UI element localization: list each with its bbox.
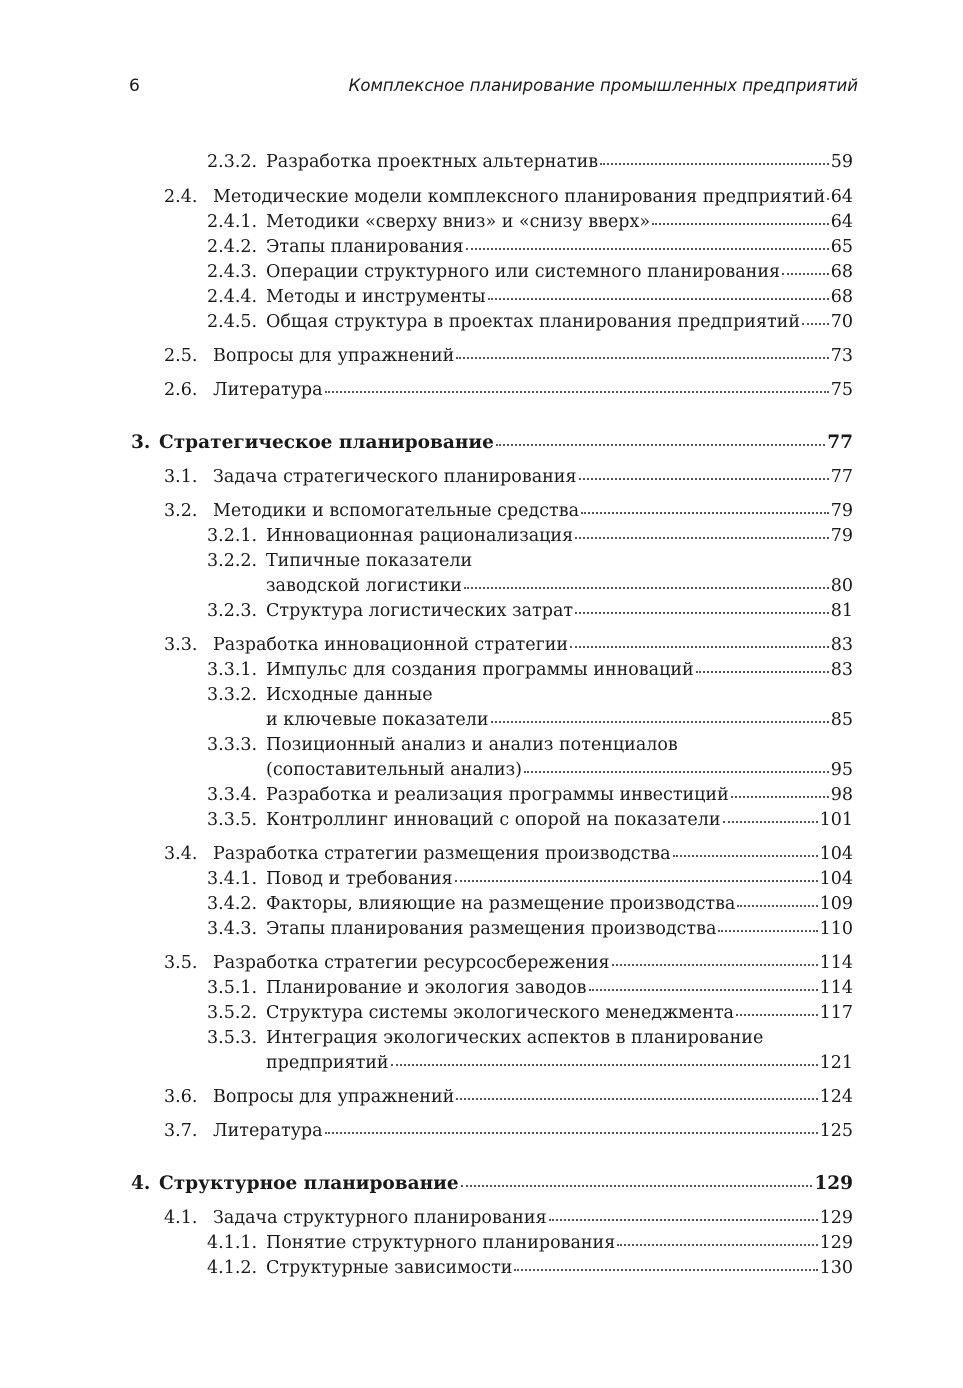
dot-leader (524, 757, 829, 773)
toc-entry-title: предприятий (266, 1053, 389, 1073)
toc-entry-number: 3.5.3. (207, 1028, 258, 1048)
toc-entry-number: 2.4.1. (207, 212, 258, 232)
toc-entry-number: 2.4.5. (207, 312, 258, 332)
dot-leader (464, 573, 829, 589)
toc-entry-number: 4.1. (164, 1208, 198, 1228)
toc-entry-number: 3.5. (164, 953, 198, 973)
toc-entry-number: 2.6. (164, 380, 198, 400)
dot-leader (612, 950, 818, 966)
toc-entry-page: 114 (819, 953, 853, 973)
toc-entry-number: 4.1.2. (207, 1258, 258, 1278)
toc-entry-page: 77 (830, 467, 853, 487)
toc-entry-title: Методики и вспомогательные средства (213, 501, 580, 521)
dot-leader (456, 343, 828, 359)
toc-entry-page: 68 (830, 262, 853, 282)
toc-entry-number: 3.2.2. (207, 551, 258, 571)
toc-entry-page: 80 (830, 576, 853, 596)
toc-entry-page: 114 (819, 978, 853, 998)
dot-leader (589, 975, 818, 991)
dot-leader (575, 598, 829, 614)
dot-leader (617, 1230, 817, 1246)
toc-entry-page: 83 (830, 660, 853, 680)
dot-leader (455, 866, 818, 882)
toc-entry-title-line1: Позиционный анализ и анализ потенциалов (266, 735, 678, 755)
toc-entry-number: 3.2.3. (207, 601, 258, 621)
toc-entry[interactable] (0, 891, 963, 917)
toc-entry-number: 2.4. (164, 187, 198, 207)
toc-entry-page: 65 (830, 237, 853, 257)
toc-entry-page: 59 (830, 152, 853, 172)
toc-entry-number: 3.4.2. (207, 894, 258, 914)
toc-entry[interactable] (0, 149, 963, 175)
running-head: Комплексное планирование промышленных предприятий (348, 76, 858, 95)
toc-entry-page: 125 (819, 1121, 853, 1141)
dot-leader (718, 916, 817, 932)
toc-entry-title: Импульс для создания программы инноваций (266, 660, 694, 680)
dot-leader (461, 1171, 813, 1187)
toc-entry-number: 3.5.2. (207, 1003, 258, 1023)
toc-entry-number: 3.7. (164, 1121, 198, 1141)
toc-entry[interactable] (0, 975, 963, 1001)
toc-entry-title: Этапы планирования (266, 237, 464, 257)
dot-leader (673, 841, 818, 857)
toc-entry-number: 3.4.3. (207, 919, 258, 939)
dot-leader (802, 309, 829, 325)
toc-entry-page: 83 (830, 635, 853, 655)
toc-entry-number: 3.4. (164, 844, 198, 864)
toc-entry-title: Факторы, влияющие на размещение производства (266, 894, 736, 914)
toc-entry[interactable] (0, 866, 963, 892)
dot-leader (466, 234, 829, 250)
toc-chapter[interactable] (0, 1171, 963, 1197)
dot-leader (575, 523, 829, 539)
toc-entry-title: Общая структура в проектах планирования предприятий (266, 312, 801, 332)
dot-leader (736, 1000, 818, 1016)
toc-entry-page: 79 (830, 526, 853, 546)
toc-entry-page: 75 (830, 380, 853, 400)
toc-entry-title: Операции структурного или системного планирования (266, 262, 781, 282)
toc-entry-title: Разработка проектных альтернатив (266, 152, 599, 172)
toc-entry-page: 104 (819, 844, 853, 864)
toc-entry[interactable] (0, 916, 963, 942)
toc-entry-title: Разработка стратегии ресурсосбережения (213, 953, 610, 973)
dot-leader (491, 707, 829, 723)
dot-leader (570, 632, 829, 648)
toc-entry[interactable] (0, 309, 963, 335)
toc-entry-page: 85 (830, 710, 853, 730)
toc-entry[interactable] (0, 259, 963, 285)
toc-entry-page: 129 (814, 1173, 853, 1194)
toc-entry[interactable] (0, 343, 963, 369)
toc-entry-title: Вопросы для упражнений (213, 346, 455, 366)
toc-entry[interactable] (0, 209, 963, 235)
toc-entry-title-line1: Исходные данные (266, 685, 433, 705)
dot-leader (549, 1205, 818, 1221)
dot-leader (723, 807, 818, 823)
toc-entry-page: 117 (819, 1003, 853, 1023)
toc-entry-page: 104 (819, 869, 853, 889)
dot-leader (600, 149, 829, 165)
dot-leader (456, 1084, 817, 1100)
toc-entry-title: и ключевые показатели (266, 710, 489, 730)
toc-entry-title: Задача стратегического планирования (213, 467, 577, 487)
toc-entry-title: Задача структурного планирования (213, 1208, 547, 1228)
toc-entry-title: (сопоставительный анализ) (266, 760, 522, 780)
toc-entry[interactable] (0, 1255, 963, 1281)
toc-entry[interactable] (0, 377, 963, 403)
toc-entry[interactable] (0, 807, 963, 833)
toc-entry-number: 3.3.5. (207, 810, 258, 830)
toc-entry-title: Структура системы экологического менеджмента (266, 1003, 734, 1023)
toc-entry[interactable] (0, 1230, 963, 1256)
toc-entry-number: 3.2. (164, 501, 198, 521)
dot-leader (514, 1255, 817, 1271)
toc-entry[interactable] (0, 464, 963, 490)
toc-entry-title: Разработка инновационной стратегии (213, 635, 569, 655)
toc-entry-page: 98 (830, 785, 853, 805)
toc-entry-title: Понятие структурного планирования (266, 1233, 616, 1253)
toc-entry-page: 130 (819, 1258, 853, 1278)
toc-entry-title: Стратегическое планирование (159, 432, 494, 453)
toc-entry-page: 64 (830, 187, 853, 207)
toc-entry-page: 77 (827, 432, 853, 453)
toc-chapter[interactable] (0, 430, 963, 456)
toc-entry[interactable] (0, 1205, 963, 1231)
dot-leader (496, 430, 825, 446)
toc-entry-number: 3.5.1. (207, 978, 258, 998)
toc-entry[interactable] (0, 523, 963, 549)
toc-entry-page: 73 (830, 346, 853, 366)
toc-entry[interactable] (0, 284, 963, 310)
toc-entry-title: Инновационная рационализация (266, 526, 574, 546)
toc-entry-number: 3.6. (164, 1087, 198, 1107)
toc-entry-title: Литература (213, 380, 323, 400)
toc-entry-page: 110 (819, 919, 853, 939)
toc-entry-title: Разработка и реализация программы инвестиций (266, 785, 729, 805)
toc-entry-number: 3.3.4. (207, 785, 258, 805)
toc-entry-number: 2.4.3. (207, 262, 258, 282)
toc-entry-page: 109 (819, 894, 853, 914)
toc-entry-title: Структурные зависимости (266, 1258, 513, 1278)
dot-leader (827, 184, 828, 200)
toc-entry-number: 3.3.1. (207, 660, 258, 680)
dot-leader (488, 284, 829, 300)
toc-entry-page: 81 (830, 601, 853, 621)
toc-entry[interactable] (0, 234, 963, 260)
toc-entry-title: Вопросы для упражнений (213, 1087, 455, 1107)
toc-entry-number: 4.1.1. (207, 1233, 258, 1253)
toc-entry-title: Методики «сверху вниз» и «снизу вверх» (266, 212, 651, 232)
dot-leader (731, 782, 829, 798)
dot-leader (652, 209, 829, 225)
toc-entry[interactable] (0, 1000, 963, 1026)
toc-entry-title-line1: Типичные показатели (266, 551, 473, 571)
toc-entry[interactable] (0, 657, 963, 683)
toc-entry-title-line1: Интеграция экологических аспектов в планирование (266, 1028, 764, 1048)
toc-entry-title: заводской логистики (266, 576, 462, 596)
dot-leader (325, 1118, 818, 1134)
toc-entry-title: Разработка стратегии размещения производства (213, 844, 671, 864)
toc-entry[interactable] (0, 782, 963, 808)
toc-entry-number: 2.4.4. (207, 287, 258, 307)
toc-entry-number: 3.2.1. (207, 526, 258, 546)
toc-entry-title: Методические модели комплексного планирования предприятий (213, 187, 826, 207)
toc-entry[interactable] (0, 841, 963, 867)
toc-entry-page: 101 (819, 810, 853, 830)
toc-entry-number: 3.3.3. (207, 735, 258, 755)
toc-entry[interactable] (0, 598, 963, 624)
dot-leader (737, 891, 817, 907)
toc-entry[interactable] (0, 498, 963, 524)
dot-leader (391, 1050, 818, 1066)
toc-entry-title: Контроллинг инноваций с опорой на показатели (266, 810, 721, 830)
toc-entry-page: 124 (819, 1087, 853, 1107)
toc-entry-page: 129 (819, 1208, 853, 1228)
toc-entry-number: 3.3.2. (207, 685, 258, 705)
toc-entry-page: 129 (819, 1233, 853, 1253)
dot-leader (579, 464, 829, 480)
toc-entry-number: 4. (131, 1173, 151, 1194)
toc-entry-title: Литература (213, 1121, 323, 1141)
toc-entry-page: 121 (819, 1053, 853, 1073)
toc-entry-number: 3.3. (164, 635, 198, 655)
toc-entry[interactable] (0, 950, 963, 976)
toc-entry[interactable] (0, 1118, 963, 1144)
page-number: 6 (129, 76, 140, 96)
toc-entry-page: 68 (830, 287, 853, 307)
toc-entry-number: 2.4.2. (207, 237, 258, 257)
dot-leader (325, 377, 829, 393)
toc-entry[interactable] (0, 184, 963, 210)
toc-entry-title: Структурное планирование (159, 1173, 459, 1194)
toc-entry[interactable] (0, 632, 963, 658)
toc-entry-title: Повод и требования (266, 869, 453, 889)
toc-entry-title: Этапы планирования размещения производства (266, 919, 717, 939)
toc-entry-title: Методы и инструменты (266, 287, 486, 307)
toc-entry-page: 70 (830, 312, 853, 332)
toc-entry-title: Структура логистических затрат (266, 601, 574, 621)
toc-entry-page: 95 (830, 760, 853, 780)
toc-entry-number: 3. (131, 432, 151, 453)
dot-leader (581, 498, 829, 514)
toc-entry-number: 3.4.1. (207, 869, 258, 889)
toc-entry-number: 2.5. (164, 346, 198, 366)
toc-entry-title: Планирование и экология заводов (266, 978, 587, 998)
toc-entry-page: 79 (830, 501, 853, 521)
dot-leader (696, 657, 829, 673)
dot-leader (782, 259, 829, 275)
toc-entry-page: 64 (830, 212, 853, 232)
toc-entry[interactable] (0, 1084, 963, 1110)
toc-entry-number: 3.1. (164, 467, 198, 487)
toc-entry-number: 2.3.2. (207, 152, 258, 172)
